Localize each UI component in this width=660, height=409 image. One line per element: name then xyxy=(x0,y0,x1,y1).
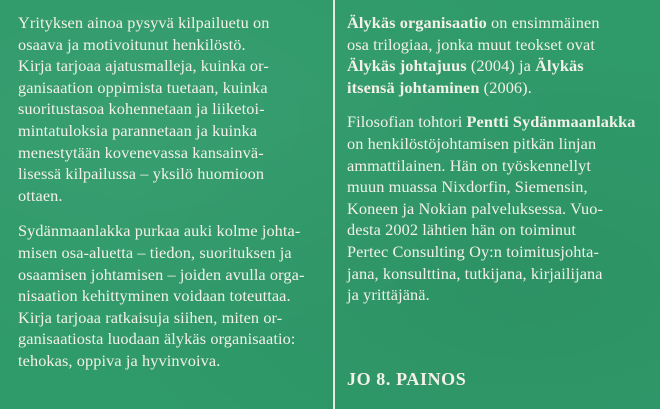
edition-label: JO 8. PAINOS xyxy=(347,369,467,389)
text-line: desta 2002 lähtien hän on toiminut xyxy=(347,220,577,240)
text-line: nisaation kehittyminen voidaan toteuttaa. xyxy=(18,286,291,306)
text-line: ja yrittäjänä. xyxy=(347,285,430,305)
text-line: osaava ja motivoitunut henkilöstö. xyxy=(18,34,246,54)
text-span: Filosofian tohtori xyxy=(347,112,467,132)
text-line: lisessä kilpailussa – yksilö huomioon xyxy=(18,164,265,184)
book-title-bold: Älykäs organisaatio xyxy=(347,13,487,32)
text-line: menestytään kovenevassa kansainvä- xyxy=(18,142,264,162)
text-line: osa trilogiaa, jonka muut teokset ovat xyxy=(347,34,595,54)
text-line: suoritustasoa kohennetaan ja liiketoi- xyxy=(18,99,265,119)
text-line: Kirja tarjoaa ratkaisuja siihen, miten or- xyxy=(18,307,283,327)
book-title-bold: itsensä johtaminen xyxy=(347,77,480,97)
text-line: ottaen. xyxy=(18,185,63,205)
column-divider xyxy=(333,0,335,409)
text-line: misen osa-aluetta – tiedon, suorituksen ja xyxy=(18,242,292,262)
text-line xyxy=(347,55,653,77)
text-line: osaamisen johtamisen – joiden avulla orga- xyxy=(18,264,305,284)
book-title-bold: Älykäs johtajuus xyxy=(347,56,467,76)
text-span: (2006). xyxy=(479,77,532,97)
text-line: ganisaatiosta luodaan älykäs organisaatio: xyxy=(18,329,296,349)
text-line: on henkilöstöjohtamisen pitkän linjan xyxy=(347,133,597,153)
text-line: Kirja tarjoaa ajatusmalleja, kuinka or- xyxy=(18,56,269,76)
text-line: Pertec Consulting Oy:n toimitusjohta- xyxy=(347,241,599,261)
author-name-bold: Pentti Sydänmaanlakka xyxy=(466,112,636,132)
right-column xyxy=(347,12,653,389)
text-span: (2004) ja xyxy=(466,56,536,76)
description-paragraph-1 xyxy=(18,12,320,206)
left-column xyxy=(18,12,320,386)
description-paragraph-2 xyxy=(18,220,320,371)
text-line xyxy=(347,77,653,99)
author-bio-paragraph xyxy=(347,111,653,305)
text-line: muun muassa Nixdorfin, Siemensin, xyxy=(347,177,588,197)
text-line: Sydänmaanlakka purkaa auki kolme johta- xyxy=(18,221,301,241)
text-line: Yrityksen ainoa pysyvä kilpailuetu on xyxy=(18,13,270,32)
trilogy-paragraph xyxy=(347,12,653,98)
text-line: jana, konsulttina, tutkijana, kirjailijana xyxy=(347,263,603,283)
text-span: on ensimmäinen xyxy=(486,13,600,32)
text-line: mintatuloksia parannetaan ja kuinka xyxy=(18,120,258,140)
book-title-bold: Älykäs xyxy=(535,56,584,76)
text-line: Koneen ja Nokian palveluksessa. Vuo- xyxy=(347,198,603,218)
text-line xyxy=(347,111,653,133)
text-line xyxy=(347,12,653,34)
text-line: ganisaation oppimista tuetaan, kuinka xyxy=(18,77,268,97)
text-line: tehokas, oppiva ja hyvinvoiva. xyxy=(18,350,221,370)
text-line: ammattilainen. Hän on työskennellyt xyxy=(347,155,592,175)
